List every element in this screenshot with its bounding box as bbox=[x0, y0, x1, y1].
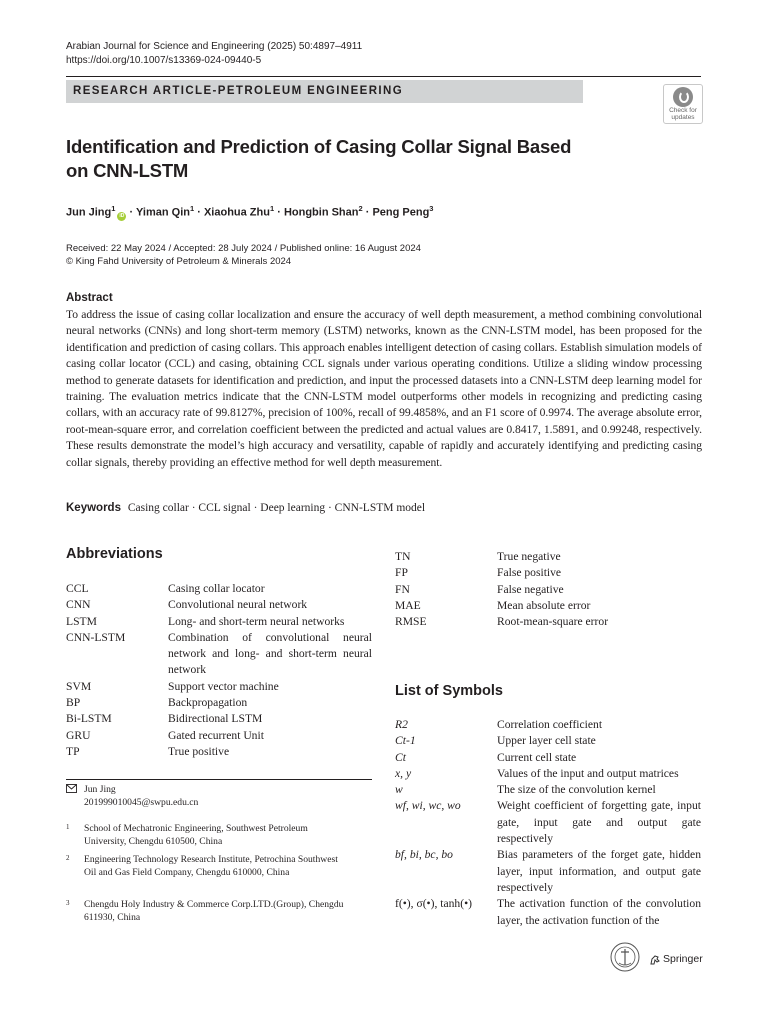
springer-footer bbox=[609, 941, 705, 975]
symbol-term: Ct-1 bbox=[395, 734, 416, 748]
symbol-definition: Weight coefficient of forgetting gate, input gate, input gate and output gate respectively bbox=[497, 799, 701, 846]
abbreviation-term: TP bbox=[66, 744, 80, 758]
abbreviations-heading: Abbreviations bbox=[66, 546, 163, 562]
abbreviation-row bbox=[395, 598, 701, 614]
abbreviation-definition: Gated recurrent Unit bbox=[168, 728, 264, 742]
abbreviation-definition: Mean absolute error bbox=[497, 598, 591, 612]
affiliation-text: Chengdu Holy Industry & Commerce Corp.LTD.(Group), Chengdu 611930, China bbox=[84, 899, 344, 923]
dates-line: Received: 22 May 2024 / Accepted: 28 July 2024 / Published online: 16 August 2024 bbox=[66, 243, 421, 254]
correspondence-name: Jun Jing bbox=[84, 784, 116, 795]
affiliation-3 bbox=[66, 899, 356, 924]
orcid-icon[interactable]: iD bbox=[119, 212, 125, 219]
abbreviation-definition: Convolutional neural network bbox=[168, 598, 308, 612]
abbreviation-row bbox=[395, 582, 701, 598]
affiliation-number: 1 bbox=[66, 823, 70, 831]
check-updates-label-1: Check for bbox=[669, 107, 697, 114]
abbreviation-row bbox=[66, 614, 372, 630]
springer-horse-icon bbox=[649, 953, 661, 971]
symbol-row bbox=[395, 766, 701, 782]
abbreviation-row bbox=[66, 679, 372, 695]
copyright-line: © King Fahd University of Petroleum & Minerals 2024 bbox=[66, 256, 292, 267]
keywords-line bbox=[66, 502, 425, 514]
symbol-row bbox=[395, 798, 701, 847]
author-name[interactable]: Yiman Qin bbox=[136, 206, 190, 219]
symbol-definition: Bias parameters of the forget gate, hidden layer, input information, and output gate respectively bbox=[497, 848, 701, 894]
author-affiliation: 1 bbox=[269, 204, 275, 213]
author-name[interactable]: Xiaohua Zhu bbox=[203, 206, 270, 219]
abbreviations-table-continued bbox=[395, 549, 701, 630]
abbreviation-term: FN bbox=[395, 582, 410, 596]
symbol-term: w bbox=[395, 783, 403, 797]
abbreviation-term: Bi-LSTM bbox=[66, 712, 112, 726]
springer-label: Springer bbox=[663, 953, 703, 965]
symbol-definition: Current cell state bbox=[497, 750, 577, 764]
footnote-rule bbox=[66, 779, 372, 780]
affiliation-number: 3 bbox=[66, 899, 70, 907]
article-title: Identification and Prediction of Casing Collar Signal Based on CNN-LSTM bbox=[66, 136, 572, 181]
abbreviation-row bbox=[66, 581, 372, 597]
envelope-icon bbox=[66, 784, 77, 798]
abbreviations-table bbox=[66, 581, 372, 760]
abbreviation-definition: Backpropagation bbox=[168, 696, 248, 710]
abbreviation-row bbox=[395, 614, 701, 630]
abbreviation-definition: Bidirectional LSTM bbox=[168, 712, 263, 726]
abbreviation-term: TN bbox=[395, 550, 411, 563]
abbreviation-term: CNN bbox=[66, 598, 91, 612]
check-updates-icon bbox=[673, 87, 693, 107]
abstract-text: To address the issue of casing collar localization and ensure the accuracy of well depth measurement, a method combining convolutional neural networks (CNNs) and long short-term memory (LSTM) networks, known as the CNN-LSTM model, has been proposed for the identification and prediction of casing collars. This approach enables intelligent detection of casing collars. Establish simulation models of casing collar locator (CCL) and casing, obtaining CCL signals under various operating conditions. Utilize a sliding window processing method to generate datasets for identification and prediction, and input the processed datasets into a CNN-LSTM deep learning model for training. The evaluation metrics indicate that the CNN-LSTM model outperforms other models in recognizing and predicting casing collars, with an accuracy rate of 99.8127%, precision of 100%, recall of 99.4858%, and an F1 score of 0.9974. The average absolute error, root-mean-square error, and correlation coefficient between the predicted and actual values are 0.8417, 1.5891, and 0.99248, respectively. These results demonstrate the model’s high accuracy and versatility, capable of rapidly and accurately identifying and predicting casing collar signals, thereby providing an effective method for well depth measurement. bbox=[66, 308, 702, 469]
symbol-term: bf, bi, bc, bo bbox=[395, 848, 453, 862]
symbol-row bbox=[395, 733, 701, 749]
springer-seal-icon bbox=[609, 941, 641, 978]
author-separator: · bbox=[277, 206, 281, 219]
affiliation-number: 2 bbox=[66, 854, 70, 862]
journal-citation: Arabian Journal for Science and Engineering (2025) 50:4897–4911 bbox=[66, 41, 363, 52]
section-banner: RESEARCH ARTICLE-PETROLEUM ENGINEERING bbox=[66, 80, 583, 103]
abbreviation-row bbox=[395, 549, 701, 565]
abbreviation-row bbox=[66, 728, 372, 744]
affiliation-text: School of Mechatronic Engineering, Southwest Petroleum University, Chengdu 610500, China bbox=[84, 823, 308, 847]
correspondence-block bbox=[66, 784, 372, 809]
affiliation-text: Engineering Technology Research Institute, Petrochina Southwest Oil and Gas Field Company, Chengdu 610000, China bbox=[84, 854, 338, 878]
abbreviation-term: BP bbox=[66, 696, 81, 710]
author-name[interactable]: Peng Peng bbox=[372, 206, 430, 219]
symbol-definition: Upper layer cell state bbox=[497, 734, 596, 748]
author-separator: · bbox=[197, 206, 201, 219]
abbreviation-term: CCL bbox=[66, 582, 89, 595]
abbreviation-definition: Long- and short-term neural networks bbox=[168, 614, 345, 628]
header-rule bbox=[66, 76, 701, 77]
symbol-row bbox=[395, 896, 701, 929]
symbol-definition: Correlation coefficient bbox=[497, 718, 603, 731]
publication-dates bbox=[66, 242, 421, 268]
symbol-row bbox=[395, 717, 701, 733]
abbreviation-row bbox=[66, 630, 372, 679]
symbol-definition: The size of the convolution kernel bbox=[497, 783, 656, 797]
abbreviation-definition: Root-mean-square error bbox=[497, 615, 609, 629]
author-name[interactable]: Hongbin Shan bbox=[283, 206, 359, 219]
keywords-text: Casing collar · CCL signal · Deep learning · CNN-LSTM model bbox=[127, 502, 426, 514]
author-affiliation: 1 bbox=[190, 204, 195, 213]
abbreviation-definition: False negative bbox=[497, 582, 564, 596]
author-separator: · bbox=[129, 206, 134, 219]
author-affiliation: 2 bbox=[358, 204, 363, 213]
abbreviation-term: RMSE bbox=[395, 615, 427, 629]
abbreviation-term: LSTM bbox=[66, 614, 97, 628]
symbol-row bbox=[395, 782, 701, 798]
abbreviation-row bbox=[66, 695, 372, 711]
symbol-term: x, y bbox=[395, 766, 412, 780]
affiliation-1 bbox=[66, 823, 346, 848]
symbol-row bbox=[395, 750, 701, 766]
abbreviation-term: MAE bbox=[395, 598, 421, 612]
abbreviation-definition: True positive bbox=[168, 744, 230, 758]
author-list bbox=[66, 204, 433, 221]
abbreviation-row bbox=[66, 744, 372, 760]
symbol-definition: The activation function of the convolution layer, the activation function of the bbox=[497, 897, 701, 927]
symbol-term: f(•), σ(•), tanh(•) bbox=[395, 897, 473, 911]
check-updates-label-2: updates bbox=[671, 114, 695, 121]
symbol-term: R2 bbox=[395, 718, 408, 731]
abbreviation-row bbox=[66, 711, 372, 727]
author-name[interactable]: Jun Jing bbox=[66, 206, 112, 219]
keywords-label: Keywords bbox=[66, 502, 121, 514]
symbol-row bbox=[395, 847, 701, 896]
abbreviation-definition: False positive bbox=[497, 566, 562, 580]
abbreviation-row bbox=[395, 565, 701, 581]
abbreviation-definition: Casing collar locator bbox=[168, 582, 265, 595]
affiliation-2 bbox=[66, 854, 346, 879]
abbreviation-definition: True negative bbox=[497, 550, 561, 563]
abbreviation-term: CNN-LSTM bbox=[66, 630, 126, 644]
abbreviation-definition: Combination of convolutional neural network and long- and short-term neural network bbox=[168, 630, 372, 677]
author-separator: · bbox=[365, 206, 370, 219]
symbol-term: Ct bbox=[395, 750, 406, 764]
check-for-updates-badge[interactable] bbox=[663, 84, 703, 124]
author-affiliation: 3 bbox=[429, 204, 434, 213]
symbol-term: wf, wi, wc, wo bbox=[395, 799, 461, 813]
abbreviation-term: SVM bbox=[66, 679, 92, 693]
abbreviation-row bbox=[66, 597, 372, 613]
doi-link[interactable]: https://doi.org/10.1007/s13369-024-09440-5 bbox=[66, 55, 262, 66]
symbols-table bbox=[395, 717, 701, 929]
correspondence-email[interactable]: 201999010045@swpu.edu.cn bbox=[84, 796, 199, 808]
author-affiliation: 1 bbox=[111, 204, 116, 213]
abbreviation-term: GRU bbox=[66, 728, 91, 742]
abstract-heading: Abstract bbox=[66, 292, 113, 304]
abbreviation-term: FP bbox=[395, 566, 408, 580]
symbols-heading: List of Symbols bbox=[395, 683, 503, 699]
abbreviation-definition: Support vector machine bbox=[168, 679, 279, 693]
symbol-definition: Values of the input and output matrices bbox=[497, 766, 679, 780]
